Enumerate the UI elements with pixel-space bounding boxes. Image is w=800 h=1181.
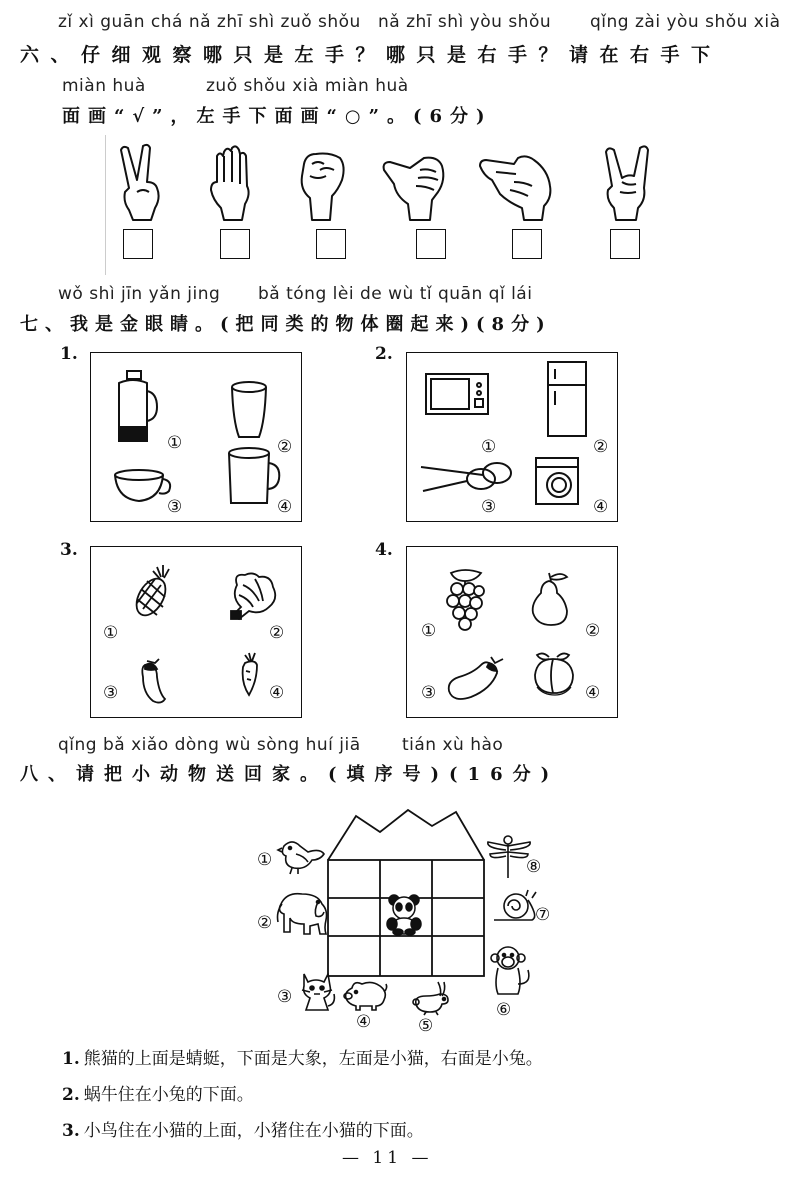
item-label-4-4: ④ [585, 683, 601, 703]
statement-number-1: 1. [62, 1049, 80, 1069]
item-label-1-2: ② [277, 437, 293, 457]
fist-hand-icon [296, 146, 348, 222]
answer-box-hand-3[interactable] [316, 229, 346, 259]
item-label-4-3: ③ [421, 683, 437, 703]
monkey-icon [488, 944, 532, 1002]
v-sign-hand-icon [115, 142, 167, 222]
cat-icon [298, 970, 336, 1016]
section-6-title-line1: 六、仔细观察哪只是左手？哪只是右手？请在右手下 [20, 44, 722, 66]
answer-box-hand-2[interactable] [220, 229, 250, 259]
statement-2 [62, 1080, 254, 1105]
animal-label-7: ⑦ [535, 905, 551, 925]
answer-box-hand-6[interactable] [610, 229, 640, 259]
item-label-2-3: ③ [481, 497, 497, 517]
item-label-2-2: ② [593, 437, 609, 457]
item-label-4-2: ② [585, 621, 601, 641]
pinyin-6-d: miàn huà [62, 76, 146, 96]
statement-text-2: 蜗牛住在小兔的下面。 [83, 1085, 254, 1105]
pinyin-7-a: wǒ shì jīn yǎn jing [58, 284, 221, 304]
snail-icon [492, 890, 538, 928]
glass-icon [229, 381, 269, 445]
pinyin-6-c: qǐng zài yòu shǒu xià [590, 12, 781, 32]
statement-3 [62, 1116, 424, 1141]
animal-label-3: ③ [277, 987, 293, 1007]
animal-label-2: ② [257, 913, 273, 933]
item-label-1-1: ① [167, 433, 183, 453]
group-box-3 [90, 546, 302, 718]
answer-box-hand-4[interactable] [416, 229, 446, 259]
refrigerator-icon [547, 361, 587, 441]
pinyin-6-b: nǎ zhī shì yòu shǒu [378, 12, 552, 32]
item-label-4-1: ① [421, 621, 437, 641]
animal-label-5: ⑤ [418, 1016, 434, 1036]
bird-icon [278, 836, 326, 880]
item-label-1-3: ③ [167, 497, 183, 517]
item-label-3-4: ④ [269, 683, 285, 703]
statement-1 [62, 1044, 543, 1069]
page-number: — 11 — [342, 1148, 433, 1168]
pear-icon [527, 571, 571, 631]
mug-icon [227, 447, 281, 511]
pointing-hand-icon [478, 152, 558, 222]
washing-machine-icon [535, 457, 579, 509]
group-box-2 [406, 352, 618, 522]
four-fingers-hand-icon [207, 142, 257, 222]
group-box-1 [90, 352, 302, 522]
thumb-pointing-hand-icon [380, 148, 450, 222]
animal-label-6: ⑥ [496, 1000, 512, 1020]
item-label-2-4: ④ [593, 497, 609, 517]
statement-number-3: 3. [62, 1121, 80, 1141]
answer-box-hand-1[interactable] [123, 229, 153, 259]
item-label-3-1: ① [103, 623, 119, 643]
rabbit-icon [412, 980, 452, 1020]
teacup-icon [113, 469, 175, 509]
item-label-2-1: ① [481, 437, 497, 457]
animal-label-1: ① [257, 850, 273, 870]
pinyin-8-b: tián xù hào [402, 735, 504, 755]
statement-number-2: 2. [62, 1085, 80, 1105]
item-label-3-3: ③ [103, 683, 119, 703]
statement-text-1: 熊猫的上面是蜻蜓，下面是大象，左面是小猫，右面是小兔。 [83, 1049, 543, 1069]
pig-icon [342, 978, 388, 1016]
pinyin-6-a: zǐ xì guān chá nǎ zhī shì zuǒ shǒu [58, 12, 361, 32]
pineapple-icon [131, 563, 175, 623]
pinyin-8-a: qǐng bǎ xiǎo dòng wù sòng huí jiā [58, 735, 361, 755]
pinyin-6-e: zuǒ shǒu xià miàn huà [206, 76, 409, 96]
statement-text-3: 小鸟住在小猫的上面，小猪住在小猫的下面。 [83, 1121, 424, 1141]
eggplant-icon [139, 657, 169, 709]
peach-icon [529, 651, 579, 701]
dragonfly-icon [486, 832, 532, 884]
microwave-icon [425, 373, 489, 421]
section-7-title: 七、我是金眼睛。(把同类的物体圈起来)(8分) [20, 314, 552, 335]
group-number-2: 2. [375, 344, 393, 364]
horns-hand-icon [598, 142, 656, 222]
rackets-icon [419, 457, 515, 501]
item-label-1-4: ④ [277, 497, 293, 517]
thermos-icon [113, 371, 159, 451]
elephant-icon [274, 888, 330, 940]
eggplant-icon [445, 655, 505, 705]
grapes-icon [445, 567, 487, 635]
group-number-3: 3. [60, 540, 78, 560]
group-number-4: 4. [375, 540, 393, 560]
animal-label-4: ④ [356, 1012, 372, 1032]
answer-box-hand-5[interactable] [512, 229, 542, 259]
group-number-1: 1. [60, 344, 78, 364]
panda-icon [386, 894, 424, 938]
cabbage-icon [229, 571, 279, 627]
radish-icon [237, 651, 263, 701]
section-6-title-line2: 面画“√”，左手下面画“○”。(6分) [62, 106, 493, 127]
section-8-title: 八、请把小动物送回家。(填序号)(16分) [20, 764, 560, 785]
animal-label-8: ⑧ [526, 857, 542, 877]
item-label-3-2: ② [269, 623, 285, 643]
group-box-4 [406, 546, 618, 718]
pinyin-7-b: bǎ tóng lèi de wù tǐ quān qǐ lái [258, 284, 533, 304]
